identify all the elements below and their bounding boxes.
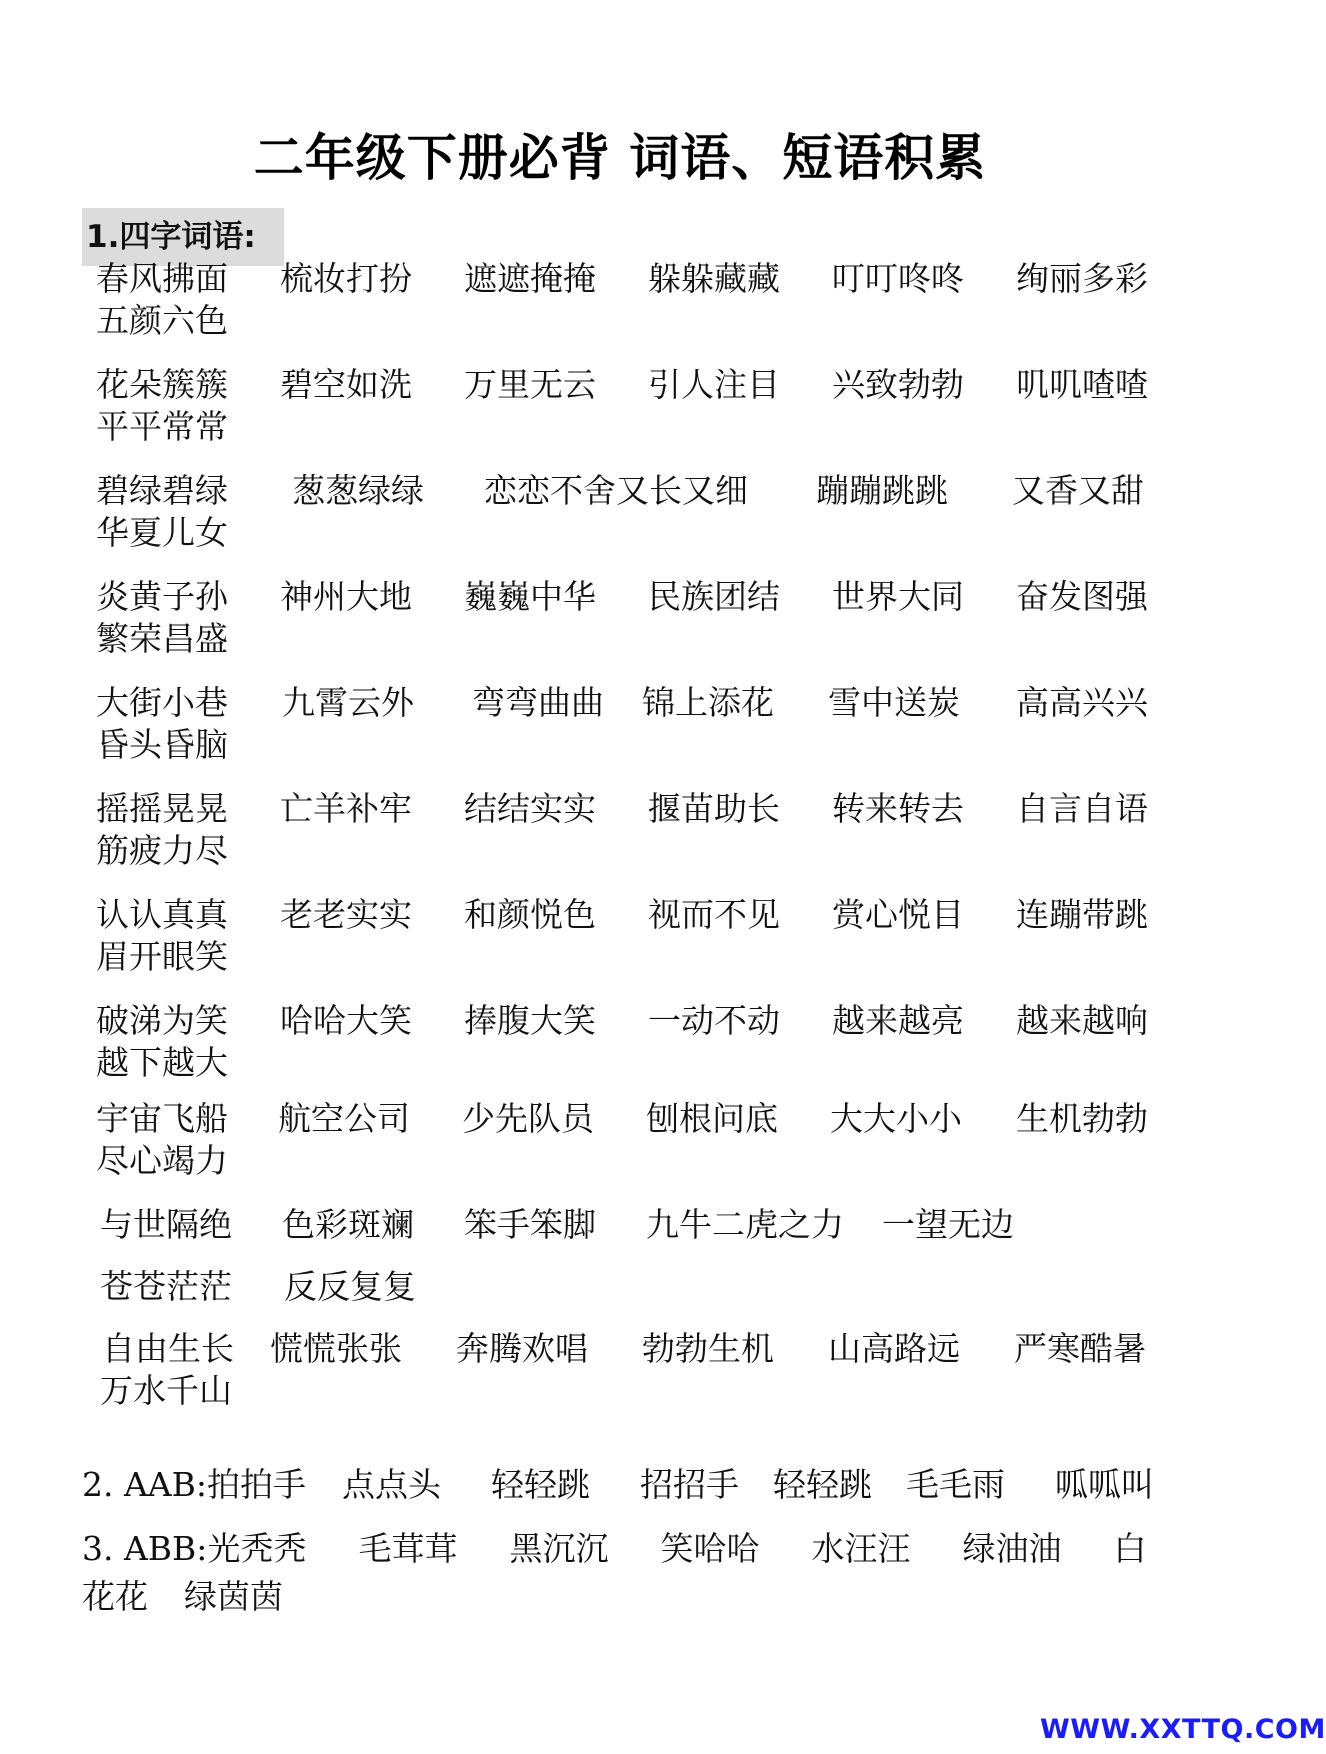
word-item: 繁荣昌盛 xyxy=(96,619,228,658)
word-item: 招招手 xyxy=(640,1465,740,1504)
abb-row-continued xyxy=(82,1574,1162,1620)
word-row xyxy=(96,1098,1176,1180)
word-item: 结结实实 xyxy=(464,789,596,828)
word-row xyxy=(96,470,1176,552)
word-item: 转来转去 xyxy=(832,789,964,828)
word-row xyxy=(96,894,1176,976)
word-item: 反反复复 xyxy=(284,1267,416,1306)
word-item: 民族团结 xyxy=(648,577,780,616)
word-item: 叮叮咚咚 xyxy=(832,259,964,298)
word-item: 一望无边 xyxy=(882,1205,1014,1244)
word-item: 万里无云 xyxy=(464,365,596,404)
word-row xyxy=(96,576,1176,658)
word-item: 华夏儿女 xyxy=(96,513,228,552)
word-row xyxy=(96,788,1176,870)
word-item: 越下越大 xyxy=(96,1043,228,1082)
word-item: 白 xyxy=(1113,1529,1147,1568)
word-item: 笨手笨脚 xyxy=(464,1205,596,1244)
word-item: 生机勃勃 xyxy=(1016,1099,1148,1138)
word-item: 葱葱绿绿 xyxy=(292,471,424,510)
word-item: 轻轻跳 xyxy=(491,1465,591,1504)
word-item: 引人注目 xyxy=(648,365,780,404)
word-item: 摇摇晃晃 xyxy=(96,789,228,828)
word-item: 九霄云外 xyxy=(282,683,414,722)
section-heading-four-char-words: 1.四字词语: xyxy=(82,208,284,266)
word-item: 花朵簇簇 xyxy=(96,365,228,404)
word-item: 连蹦带跳 xyxy=(1016,895,1148,934)
word-item: 平平常常 xyxy=(96,407,228,446)
word-item: 九牛二虎之力 xyxy=(646,1205,844,1244)
word-item: 水汪汪 xyxy=(811,1529,911,1568)
word-row xyxy=(96,258,1176,340)
word-item: 少先队员 xyxy=(462,1099,594,1138)
abb-label: 3. ABB: xyxy=(82,1529,208,1568)
word-item: 老老实实 xyxy=(280,895,412,934)
page-title: 二年级下册必背 词语、短语积累 xyxy=(253,129,987,187)
word-item: 大大小小 xyxy=(830,1099,962,1138)
word-item: 兴致勃勃 xyxy=(832,365,964,404)
word-item: 勃勃生机 xyxy=(642,1329,774,1368)
site-watermark-link[interactable]: WWW.XXTTQ.COM xyxy=(1040,1714,1326,1745)
word-item: 捧腹大笑 xyxy=(464,1001,596,1040)
word-item: 绚丽多彩 xyxy=(1016,259,1148,298)
word-item: 碧空如洗 xyxy=(280,365,412,404)
word-item: 绿油油 xyxy=(962,1529,1062,1568)
word-item: 呱呱叫 xyxy=(1055,1465,1155,1504)
word-item: 轻轻跳 xyxy=(773,1465,873,1504)
word-item: 亡羊补牢 xyxy=(280,789,412,828)
word-item: 绿茵茵 xyxy=(184,1577,283,1616)
word-item: 揠苗助长 xyxy=(648,789,780,828)
word-item: 笑哈哈 xyxy=(660,1529,760,1568)
word-item: 色彩斑斓 xyxy=(282,1205,414,1244)
word-item: 自言自语 xyxy=(1016,789,1148,828)
word-item: 越来越响 xyxy=(1016,1001,1148,1040)
word-item: 与世隔绝 xyxy=(100,1205,232,1244)
word-item: 奋发图强 xyxy=(1016,577,1148,616)
aab-label: 2. AAB: xyxy=(82,1465,208,1504)
word-item: 又香又甜 xyxy=(1012,471,1144,510)
word-item: 世界大同 xyxy=(832,577,964,616)
word-item: 自由生长 xyxy=(102,1329,234,1368)
word-row xyxy=(96,1000,1176,1082)
word-item: 眉开眼笑 xyxy=(96,937,228,976)
word-item: 梳妆打扮 xyxy=(280,259,412,298)
word-item: 破涕为笑 xyxy=(96,1001,228,1040)
word-item: 哈哈大笑 xyxy=(280,1001,412,1040)
word-row xyxy=(96,1204,1176,1246)
word-item: 越来越亮 xyxy=(832,1001,964,1040)
word-item: 黑沉沉 xyxy=(509,1529,609,1568)
word-item: 雪中送炭 xyxy=(828,683,960,722)
word-item: 宇宙飞船 xyxy=(96,1099,228,1138)
word-item: 认认真真 xyxy=(96,895,228,934)
word-item: 花花 xyxy=(82,1577,148,1616)
word-item: 万水千山 xyxy=(100,1371,232,1410)
word-item: 五颜六色 xyxy=(96,301,228,340)
word-item: 叽叽喳喳 xyxy=(1016,365,1148,404)
word-item: 高高兴兴 xyxy=(1016,683,1148,722)
word-item: 蹦蹦跳跳 xyxy=(816,471,948,510)
word-item: 碧绿碧绿 xyxy=(96,471,228,510)
word-item: 和颜悦色 xyxy=(464,895,596,934)
word-row xyxy=(96,1328,1176,1410)
word-item: 航空公司 xyxy=(278,1099,410,1138)
word-item: 拍拍手 xyxy=(207,1465,307,1504)
word-item: 炎黄子孙 xyxy=(96,577,228,616)
word-item: 刨根问底 xyxy=(646,1099,778,1138)
word-item: 赏心悦目 xyxy=(832,895,964,934)
word-row xyxy=(96,682,1176,764)
word-item: 苍苍茫茫 xyxy=(100,1267,232,1306)
word-item: 锦上添花 xyxy=(642,683,774,722)
word-item: 弯弯曲曲 xyxy=(472,683,604,722)
word-item: 一动不动 xyxy=(648,1001,780,1040)
word-item: 视而不见 xyxy=(648,895,780,934)
word-row xyxy=(96,1266,1176,1308)
word-item: 筋疲力尽 xyxy=(96,831,228,870)
word-item: 光秃秃 xyxy=(207,1529,307,1568)
abb-row xyxy=(82,1526,1162,1572)
word-item: 恋恋不舍又长又细 xyxy=(484,471,748,510)
word-item: 毛毛雨 xyxy=(906,1465,1006,1504)
word-item: 躲躲藏藏 xyxy=(648,259,780,298)
word-row xyxy=(96,364,1176,446)
word-item: 慌慌张张 xyxy=(270,1329,402,1368)
word-item: 神州大地 xyxy=(280,577,412,616)
word-item: 毛茸茸 xyxy=(358,1529,458,1568)
word-item: 严寒酷暑 xyxy=(1014,1329,1146,1368)
word-item: 奔腾欢唱 xyxy=(456,1329,588,1368)
word-item: 尽心竭力 xyxy=(96,1141,228,1180)
word-item: 点点头 xyxy=(342,1465,442,1504)
aab-row xyxy=(82,1462,1162,1508)
word-item: 遮遮掩掩 xyxy=(464,259,596,298)
word-item: 山高路远 xyxy=(828,1329,960,1368)
word-item: 巍巍中华 xyxy=(464,577,596,616)
word-item: 昏头昏脑 xyxy=(96,725,228,764)
word-item: 大街小巷 xyxy=(96,683,228,722)
word-item: 春风拂面 xyxy=(96,259,228,298)
